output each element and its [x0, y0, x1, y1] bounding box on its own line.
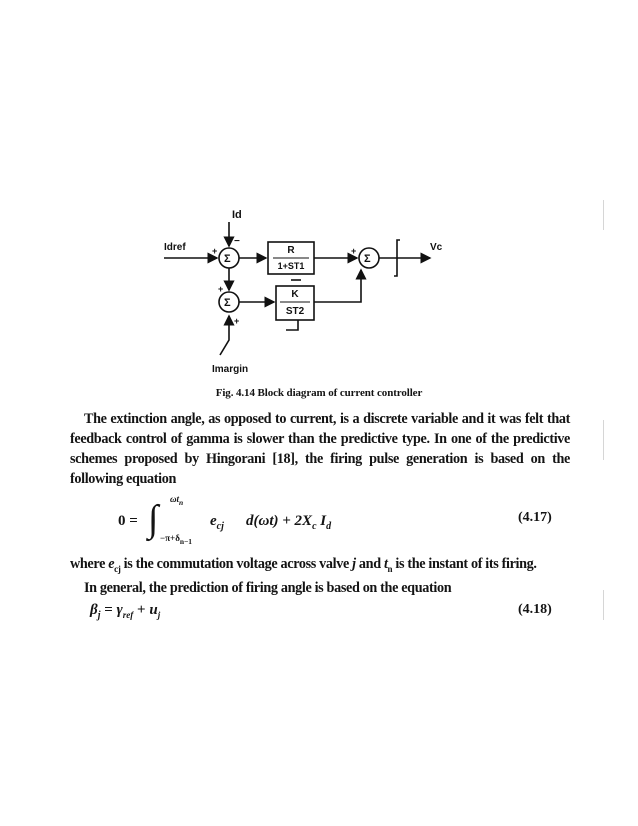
block-r-numerator: R: [287, 245, 295, 256]
paragraph-1: [70, 409, 570, 489]
label-id: Id: [232, 209, 242, 221]
scan-edge-mark: [603, 200, 604, 230]
paragraph-2: In general, the prediction of firing angle is based on the equation: [84, 580, 452, 596]
figure-caption: Fig. 4.14 Block diagram of current controller: [215, 387, 423, 399]
sigma-1: Σ: [224, 253, 231, 265]
scan-edge-mark: [603, 420, 604, 460]
block-k-numerator: K: [291, 289, 299, 300]
paragraph-1-line: The extinction angle, as opposed to current, is a discrete variable and it was felt that: [84, 411, 570, 427]
eq1-differential: $d(\omega t) + 2X_c$ $I_d$: [246, 513, 332, 532]
paragraph-1-line: following equation: [70, 471, 177, 487]
eq1-number: (4.17): [518, 510, 552, 525]
current-controller-block-diagram: [150, 200, 450, 375]
scan-edge-mark: [603, 590, 604, 620]
sign-plus-idref: +: [212, 246, 218, 256]
block-r-denominator: 1+ST1: [277, 261, 305, 271]
paragraph-1-line: feedback control of gamma is slower than the predictive type. In one of the predictive: [70, 431, 570, 447]
where-line: where $e_{cj}$ is the commutation voltage across valve j and $t_n$ is the instant of its firing.: [70, 556, 537, 574]
sign-plus-sum2: +: [218, 284, 224, 294]
label-vc: Vc: [430, 242, 443, 253]
sigma-3: Σ: [364, 253, 371, 265]
eq2-number: (4.18): [518, 602, 552, 617]
eq1-integrand: $e_{cj}$: [210, 513, 224, 532]
eq2-expression: $\beta_j = \gamma_{ref} + u_j$: [90, 602, 161, 621]
sign-plus-margin: +: [234, 316, 240, 326]
sigma-2: Σ: [224, 297, 231, 309]
block-k-denominator: ST2: [285, 306, 305, 317]
eq1-lower-limit: $-\pi+\delta_{n-1}$: [160, 533, 193, 546]
sign-plus-sum3: +: [351, 246, 357, 256]
label-imargin: Imargin: [212, 364, 249, 375]
integral-sign: ∫: [148, 498, 159, 540]
eq1-lhs: 0 =: [118, 513, 138, 529]
sign-minus-id: −: [234, 236, 240, 247]
eq1-upper-limit: $\omega t_n$: [170, 494, 184, 507]
paragraph-1-line: schemes proposed by Hingorani [18], the firing pulse generation is based on the: [70, 451, 570, 467]
label-idref: Idref: [164, 242, 186, 253]
